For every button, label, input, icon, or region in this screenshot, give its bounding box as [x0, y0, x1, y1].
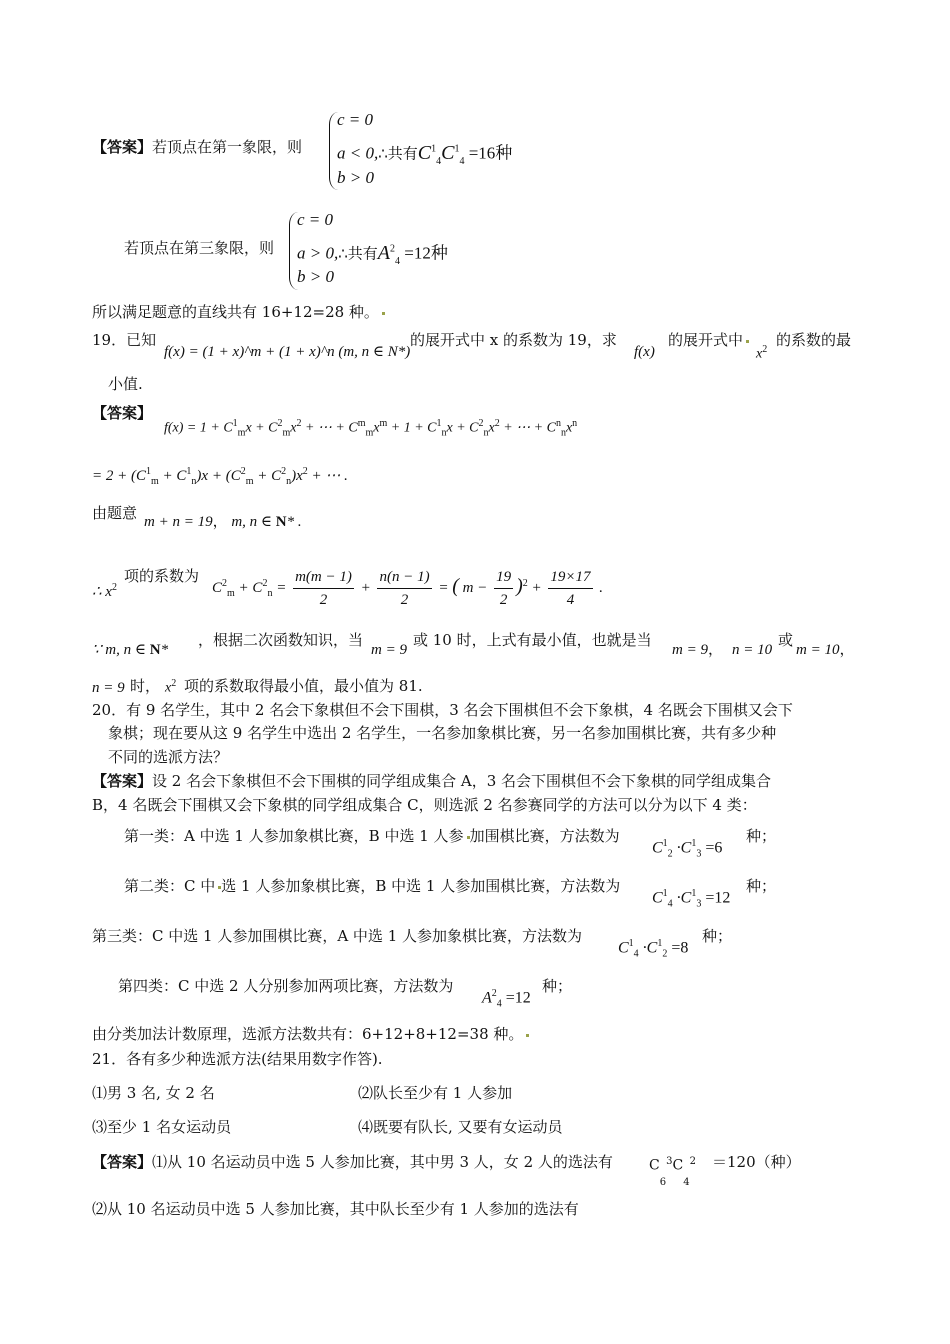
- q19-condition-label: 由题意: [92, 504, 138, 522]
- case1-b: b > 0: [337, 168, 374, 187]
- answer-label: 【答案】若顶点在第一象限，则: [92, 138, 303, 156]
- q19-number: 19．已知: [92, 331, 157, 349]
- q19-fx: f(x): [634, 344, 655, 360]
- q19-coef-label: 项的系数为: [124, 567, 200, 585]
- q20-cat2-formula: $C^1_4 \cdot C^1_3 =12$: [652, 888, 731, 910]
- q20-cat3: 第三类：C 中选 1 人参加围棋比赛，A 中选 1 人参加象棋比赛，方法数为: [92, 927, 583, 945]
- q19-therefore: ∴ $x^2$: [92, 582, 117, 600]
- case1-c: c = 0: [337, 110, 374, 129]
- q19-because-text: ，根据二次函数知识，当: [198, 631, 364, 649]
- q21-answer-2: ⑵从 10 名运动员中选 5 人参加比赛，其中队长至少有 1 人参加的选法有: [92, 1200, 579, 1218]
- case2-a: a > 0,∴共有$A^2_4 =12$种: [297, 241, 448, 267]
- q19-x2: $x^2$: [756, 344, 768, 362]
- q21-part1: ⑴男 3 名, 女 2 名: [92, 1084, 215, 1102]
- q20-cat2-end: 种；: [746, 877, 777, 895]
- q19-text-4: 小值.: [108, 375, 143, 393]
- q21-line1: 21．各有多少种选派方法(结果用数字作答).: [92, 1050, 383, 1068]
- q19-m9: m = 9: [371, 642, 407, 658]
- q20-cat1-formula: $C^1_2 \cdot C^1_3 =6$: [652, 838, 723, 860]
- q21-answer-1: 【答案】⑴从 10 名运动员中选 5 人参加比赛，其中男 3 人，女 2 人的选法有: [92, 1153, 613, 1171]
- q21-part3: ⑶至少 1 名女运动员: [92, 1118, 232, 1136]
- q19-simplified: = $2 + (C^1_m + C^1_n)x + (C^2_m + C^2_n)x^2$ + ⋯ .: [92, 466, 348, 487]
- q19-answer-label: 【答案】: [92, 404, 153, 422]
- q19-text-2: 的展开式中: [668, 330, 749, 350]
- q19-or: 或: [778, 631, 794, 649]
- q20-summary: 由分类加法计数原理，选派方法数共有：6+12+8+12=38 种。: [92, 1024, 529, 1044]
- q19-m9-b: m = 9，: [672, 642, 723, 658]
- q19-or10: 或 10 时，上式有最小值，也就是当: [413, 631, 652, 649]
- q19-final-mid: 时，: [130, 677, 161, 695]
- q20-line3: 不同的选派方法？: [108, 748, 229, 766]
- q19-text-3: 的系数的最: [776, 331, 852, 349]
- q19-final-x2: $x^2$: [165, 678, 177, 696]
- q20-cat4: 第四类：C 中选 2 人分别参加两项比赛，方法数为: [118, 977, 454, 995]
- q19-m10: m = 10，: [796, 642, 855, 658]
- q20-cat1: 第一类：A 中选 1 人参加象棋比赛，B 中选 1 人参 加围棋比赛，方法数为: [124, 827, 620, 845]
- q20-cat4-formula: $A^2_4 =12$: [482, 988, 531, 1010]
- q19-text-1: 的展开式中 x 的系数为 19，求: [410, 331, 617, 349]
- q19-function: f(x) = (1 + x)^m + (1 + x)^n (m, n ∈ N*): [164, 344, 411, 360]
- q20-line2: 象棋；现在要从这 9 名学生中选出 2 名学生，一名参加象棋比赛，另一名参加围棋比赛，共有多少种: [108, 724, 777, 742]
- case2-b: b > 0: [297, 267, 334, 286]
- q19-condition: m + n = 19， m, n ∈ N* .: [144, 514, 302, 530]
- case1-a: a < 0,∴共有$C^1_4C^1_4 =16$种: [337, 141, 513, 167]
- q21-answer-1-formula: $C_6^3C_4^2$: [649, 1156, 696, 1189]
- q19-coef-formula: $C^2_m + C^2_n$ = $\frac{m(m - 1)}{2}$ + $\frac{n(n - 1)}{2}$ = ( m − $\frac{19}{2}$ )$^2$ + $\frac{19\times 17}{4}$ .: [212, 566, 603, 611]
- q20-cat3-formula: $C^1_4 \cdot C^1_2 =8$: [618, 938, 689, 960]
- q18-summary: 所以满足题意的直线共有 16+12=28 种。: [92, 302, 385, 322]
- case2-text: 若顶点在第三象限，则: [124, 239, 275, 257]
- q21-part4: ⑷既要有队长, 又要有女运动员: [358, 1118, 563, 1136]
- q19-because: ∵ m, n ∈ N*: [92, 642, 169, 658]
- q20-cat2: 第二类：C 中 选 1 人参加象棋比赛，B 中选 1 人参加围棋比赛，方法数为: [124, 877, 621, 895]
- q20-answer-2: B，4 名既会下围棋又会下象棋的同学组成集合 C，则选派 2 名参赛同学的方法可以分为以下 4 类：: [92, 796, 757, 814]
- case1-text: 若顶点在第一象限，则: [152, 138, 303, 156]
- q20-cat1-end: 种；: [746, 827, 777, 845]
- case2-c: c = 0: [297, 210, 334, 229]
- q19-n9: n = 9: [92, 680, 125, 696]
- q19-n10: n = 10: [732, 642, 773, 658]
- q20-cat4-end: 种；: [542, 977, 573, 995]
- q21-part2: ⑵队长至少有 1 人参加: [358, 1084, 513, 1102]
- q19-final-text: 项的系数取得最小值，最小值为 81.: [184, 677, 423, 695]
- q19-expansion: $f(x) = 1 + C^1_mx + C^2_mx^2$ + ⋯ + $C^m_mx^m + 1 + C^1_nx + C^2_nx^2$ + ⋯ + $C^n_nx^n$: [164, 418, 578, 439]
- q20-answer-1: 【答案】设 2 名会下象棋但不会下围棋的同学组成集合 A，3 名会下围棋但不会下象棋的同学组成集合: [92, 772, 772, 790]
- q20-line1: 20．有 9 名学生，其中 2 名会下象棋但不会下围棋，3 名会下围棋但不会下象棋，4 名既会下围棋又会下: [92, 701, 793, 719]
- q20-cat3-end: 种；: [702, 927, 733, 945]
- q21-answer-1-result: ＝120（种）: [712, 1153, 801, 1171]
